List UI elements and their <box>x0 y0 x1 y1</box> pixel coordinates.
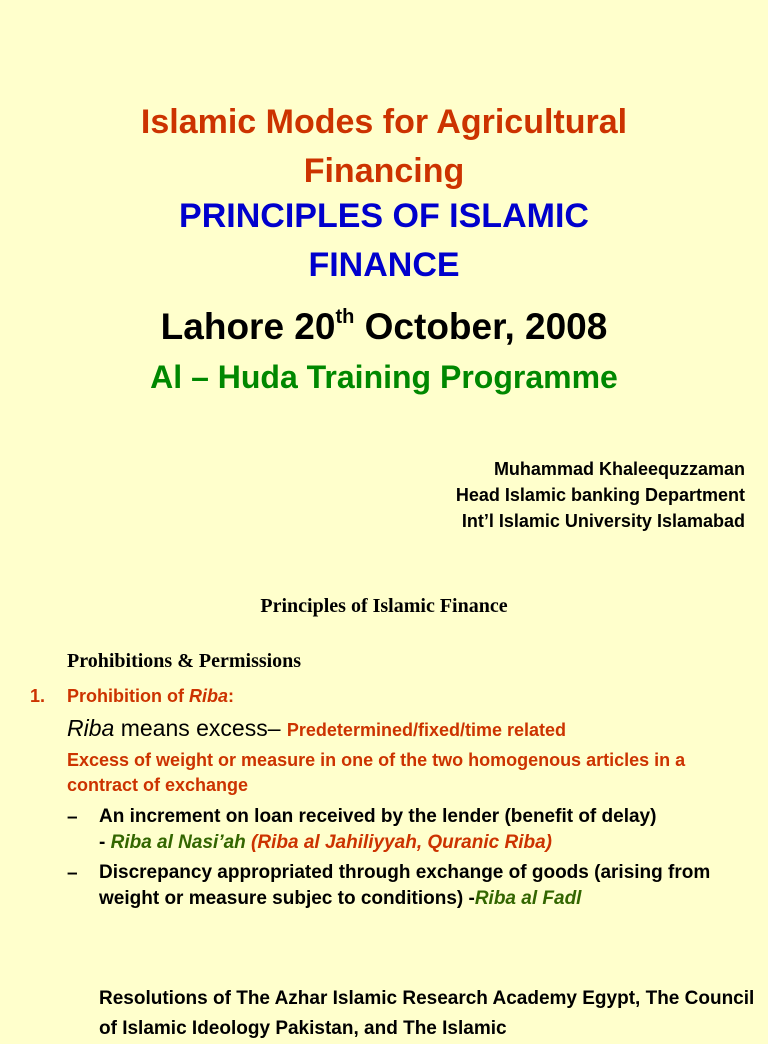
bullet-dash-2: – <box>67 863 78 884</box>
bullet-1-red: (Riba al Jahiliyyah, Quranic Riba) <box>245 832 552 853</box>
item-heading-italic: Riba <box>188 686 228 706</box>
bullet-dash-1: – <box>67 807 78 828</box>
riba-description: Predetermined/fixed/time related <box>286 720 567 740</box>
riba-definition <box>67 713 566 747</box>
author-institution: Int’l Islamic University Islamabad <box>461 511 745 531</box>
date-suffix: October, 2008 <box>354 306 608 347</box>
subtitle-line-2: FINANCE <box>308 246 460 284</box>
item-heading <box>67 684 234 708</box>
author-name: Muhammad Khaleequzzaman <box>493 459 745 479</box>
section-heading: Prohibitions & Permissions <box>67 650 302 672</box>
item-heading-prefix: Prohibition of <box>67 686 189 706</box>
subtitle-line-1: PRINCIPLES OF ISLAMIC <box>179 197 589 235</box>
main-title <box>0 98 768 196</box>
item-number: 1. <box>30 686 46 706</box>
item-heading-suffix: : <box>228 686 234 706</box>
date-superscript: th <box>335 306 355 328</box>
bullet-2-green: Riba al Fadl <box>474 888 582 909</box>
bullet-2-text: Discrepancy appropriated through exchange of goods (arising from weight or measure subjec to conditions) - <box>99 862 711 909</box>
bullet-2 <box>99 860 759 912</box>
excess-definition: Excess of weight or measure in one of the two homogenous articles in a contract of exchange <box>67 750 686 795</box>
bullet-1-green: Riba al Nasi’ah <box>110 832 246 853</box>
programme-name: Al – Huda Training Programme <box>150 359 618 395</box>
subtitle <box>0 192 768 290</box>
event-date <box>0 304 768 350</box>
document-heading: Principles of Islamic Finance <box>260 595 508 617</box>
bullet-1-dash: - <box>99 832 111 853</box>
riba-word <box>67 715 114 741</box>
resolution-text: Resolutions of The Azhar Islamic Research Academy Egypt, The Council of Islamic Ideology Pakistan, and The Islamic <box>99 988 755 1039</box>
author-block <box>456 456 745 534</box>
riba-word-italic: Riba <box>67 715 115 741</box>
author-position: Head Islamic banking Department <box>455 485 745 505</box>
riba-means: means excess– <box>114 715 287 741</box>
date-prefix: Lahore 20 <box>160 306 336 347</box>
bullet-1 <box>99 804 759 856</box>
bullet-1-text: An increment on loan received by the lender (benefit of delay) <box>99 806 657 827</box>
main-title-line-2: Financing <box>303 152 465 190</box>
main-title-line-1: Islamic Modes for Agricultural <box>140 103 628 141</box>
